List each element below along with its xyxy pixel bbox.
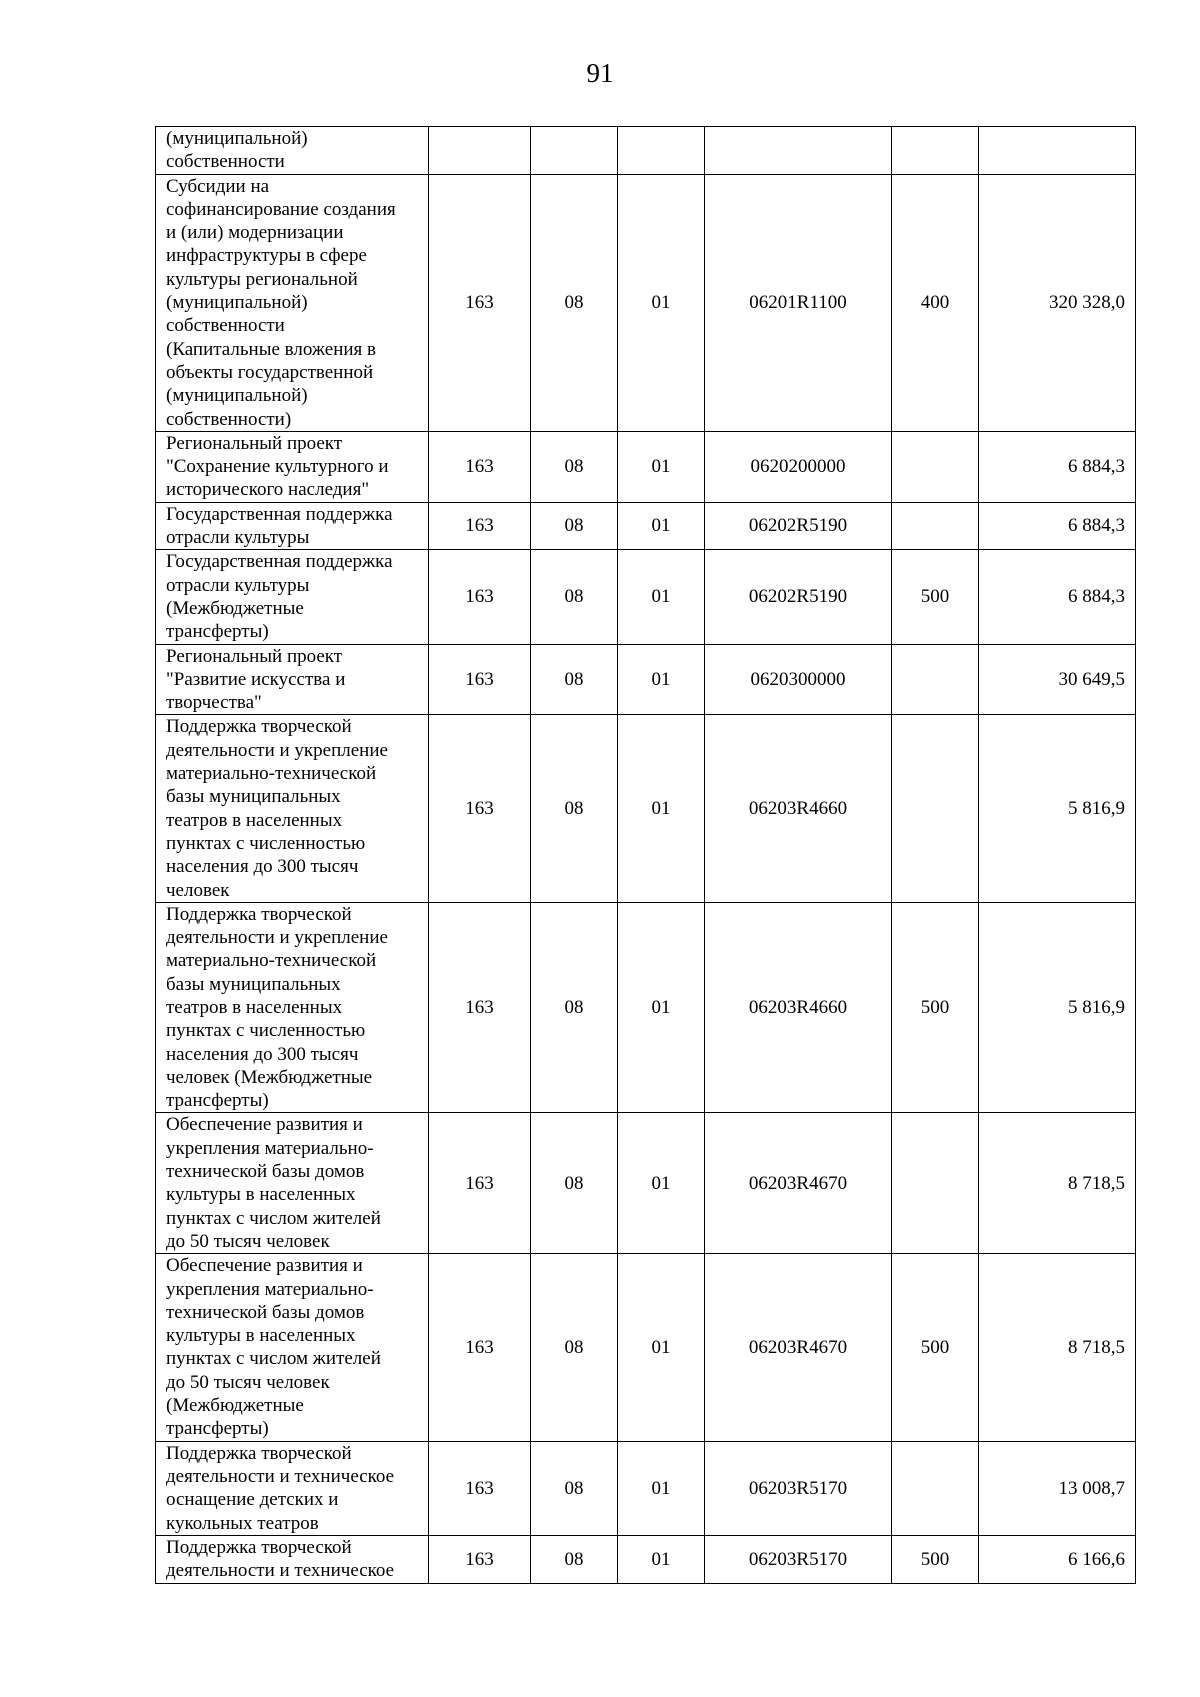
section-code-cell: 08 bbox=[531, 715, 618, 902]
admin-code-cell: 163 bbox=[429, 431, 531, 502]
subsection-code-cell: 01 bbox=[618, 644, 705, 715]
amount-cell bbox=[979, 127, 1136, 175]
admin-code-cell: 163 bbox=[429, 644, 531, 715]
amount-cell: 6 884,3 bbox=[979, 550, 1136, 644]
target-article-cell: 06203R4660 bbox=[705, 902, 892, 1113]
admin-code-cell: 163 bbox=[429, 1441, 531, 1535]
subsection-code-cell bbox=[618, 127, 705, 175]
table-row bbox=[156, 127, 1136, 175]
page-number: 91 bbox=[586, 58, 614, 88]
target-article-cell: 0620200000 bbox=[705, 431, 892, 502]
expense-name-cell: Региональный проект "Развитие искусства и творчества" bbox=[156, 644, 429, 715]
amount-cell: 13 008,7 bbox=[979, 1441, 1136, 1535]
table-row bbox=[156, 1113, 1136, 1254]
expense-name-cell: Государственная поддержка отрасли культуры bbox=[156, 502, 429, 550]
table-row bbox=[156, 715, 1136, 902]
target-article-cell: 06203R4670 bbox=[705, 1113, 892, 1254]
expense-name-cell: Обеспечение развития и укрепления материально- технической базы домов культуры в населенных пунктах с числом жителей до 50 тысяч человек bbox=[156, 1113, 429, 1254]
admin-code-cell: 163 bbox=[429, 174, 531, 431]
expense-type-cell: 400 bbox=[892, 174, 979, 431]
target-article-cell: 06203R5170 bbox=[705, 1441, 892, 1535]
subsection-code-cell: 01 bbox=[618, 1113, 705, 1254]
table-row bbox=[156, 502, 1136, 550]
expense-type-cell bbox=[892, 502, 979, 550]
section-code-cell: 08 bbox=[531, 1254, 618, 1441]
table-row bbox=[156, 174, 1136, 431]
section-code-cell: 08 bbox=[531, 1113, 618, 1254]
admin-code-cell: 163 bbox=[429, 1535, 531, 1583]
amount-cell: 6 166,6 bbox=[979, 1535, 1136, 1583]
expense-type-cell bbox=[892, 644, 979, 715]
subsection-code-cell: 01 bbox=[618, 715, 705, 902]
section-code-cell: 08 bbox=[531, 502, 618, 550]
target-article-cell: 06203R4670 bbox=[705, 1254, 892, 1441]
amount-cell: 5 816,9 bbox=[979, 715, 1136, 902]
subsection-code-cell: 01 bbox=[618, 902, 705, 1113]
section-code-cell: 08 bbox=[531, 431, 618, 502]
amount-cell: 8 718,5 bbox=[979, 1113, 1136, 1254]
admin-code-cell: 163 bbox=[429, 502, 531, 550]
budget-table bbox=[155, 126, 1136, 1584]
target-article-cell: 06202R5190 bbox=[705, 550, 892, 644]
expense-name-cell: Субсидии на софинансирование создания и (или) модернизации инфраструктуры в сфере культуры региональной (муниципальной) собственности (Капитальные вложения в объекты государственной (муниципальной) собственности) bbox=[156, 174, 429, 431]
admin-code-cell bbox=[429, 127, 531, 175]
expense-name-cell: Региональный проект "Сохранение культурного и исторического наследия" bbox=[156, 431, 429, 502]
subsection-code-cell: 01 bbox=[618, 502, 705, 550]
expense-name-cell: Обеспечение развития и укрепления материально- технической базы домов культуры в населенных пунктах с числом жителей до 50 тысяч человек (Межбюджетные трансферты) bbox=[156, 1254, 429, 1441]
expense-type-cell bbox=[892, 715, 979, 902]
subsection-code-cell: 01 bbox=[618, 550, 705, 644]
subsection-code-cell: 01 bbox=[618, 174, 705, 431]
expense-name-cell: Поддержка творческой деятельности и укрепление материально-технической базы муниципальных театров в населенных пунктах с численностью населения до 300 тысяч человек (Межбюджетные трансферты) bbox=[156, 902, 429, 1113]
admin-code-cell: 163 bbox=[429, 550, 531, 644]
section-code-cell: 08 bbox=[531, 174, 618, 431]
amount-cell: 30 649,5 bbox=[979, 644, 1136, 715]
table-row bbox=[156, 644, 1136, 715]
amount-cell: 8 718,5 bbox=[979, 1254, 1136, 1441]
subsection-code-cell: 01 bbox=[618, 1535, 705, 1583]
target-article-cell bbox=[705, 127, 892, 175]
table-row bbox=[156, 1254, 1136, 1441]
target-article-cell: 06202R5190 bbox=[705, 502, 892, 550]
expense-name-cell: Поддержка творческой деятельности и укрепление материально-технической базы муниципальных театров в населенных пунктах с численностью населения до 300 тысяч человек bbox=[156, 715, 429, 902]
expense-type-cell bbox=[892, 1113, 979, 1254]
table-row bbox=[156, 1535, 1136, 1583]
table-row bbox=[156, 1441, 1136, 1535]
table-row bbox=[156, 902, 1136, 1113]
admin-code-cell: 163 bbox=[429, 715, 531, 902]
subsection-code-cell: 01 bbox=[618, 1254, 705, 1441]
expense-type-cell: 500 bbox=[892, 1535, 979, 1583]
section-code-cell bbox=[531, 127, 618, 175]
subsection-code-cell: 01 bbox=[618, 1441, 705, 1535]
table-row bbox=[156, 431, 1136, 502]
target-article-cell: 06201R1100 bbox=[705, 174, 892, 431]
amount-cell: 6 884,3 bbox=[979, 431, 1136, 502]
expense-type-cell: 500 bbox=[892, 902, 979, 1113]
expense-type-cell bbox=[892, 127, 979, 175]
section-code-cell: 08 bbox=[531, 1535, 618, 1583]
expense-type-cell: 500 bbox=[892, 1254, 979, 1441]
expense-name-cell: Поддержка творческой деятельности и техническое bbox=[156, 1535, 429, 1583]
expense-name-cell: Государственная поддержка отрасли культуры (Межбюджетные трансферты) bbox=[156, 550, 429, 644]
section-code-cell: 08 bbox=[531, 1441, 618, 1535]
admin-code-cell: 163 bbox=[429, 1254, 531, 1441]
section-code-cell: 08 bbox=[531, 550, 618, 644]
amount-cell: 320 328,0 bbox=[979, 174, 1136, 431]
target-article-cell: 0620300000 bbox=[705, 644, 892, 715]
admin-code-cell: 163 bbox=[429, 902, 531, 1113]
expense-type-cell bbox=[892, 1441, 979, 1535]
target-article-cell: 06203R4660 bbox=[705, 715, 892, 902]
target-article-cell: 06203R5170 bbox=[705, 1535, 892, 1583]
expense-name-cell: Поддержка творческой деятельности и техническое оснащение детских и кукольных театров bbox=[156, 1441, 429, 1535]
subsection-code-cell: 01 bbox=[618, 431, 705, 502]
expense-name-cell: (муниципальной) собственности bbox=[156, 127, 429, 175]
expense-type-cell: 500 bbox=[892, 550, 979, 644]
amount-cell: 6 884,3 bbox=[979, 502, 1136, 550]
section-code-cell: 08 bbox=[531, 902, 618, 1113]
table-row bbox=[156, 550, 1136, 644]
amount-cell: 5 816,9 bbox=[979, 902, 1136, 1113]
section-code-cell: 08 bbox=[531, 644, 618, 715]
expense-type-cell bbox=[892, 431, 979, 502]
admin-code-cell: 163 bbox=[429, 1113, 531, 1254]
